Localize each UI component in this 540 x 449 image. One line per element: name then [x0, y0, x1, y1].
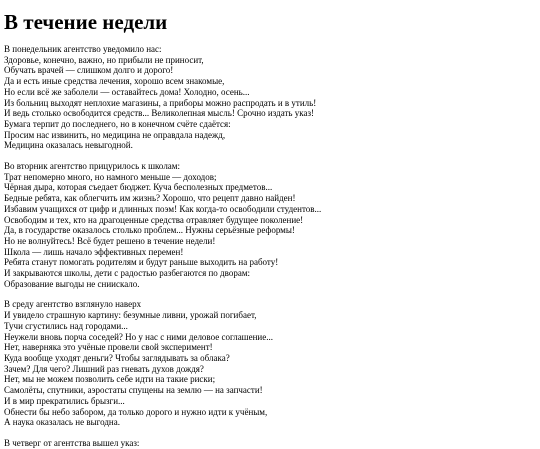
poem-line: А наука оказалась не выгодна.	[4, 417, 120, 428]
poem-line: Тучи сгустились над городами...	[4, 320, 128, 331]
poem-line: Но если всё же заболели — оставайтесь дома! Холодно, осень...	[4, 86, 250, 97]
stanza-1	[4, 44, 540, 151]
poem-line: Нет, наверняка это учёные провели свой эксперимент!	[4, 342, 213, 353]
poem-line: И в мир прекратились брызги...	[4, 395, 125, 406]
poem-line: И ведь столько освободится средств... Великолепная мысль! Срочно издать указ!	[4, 108, 315, 119]
poem-line: Да, в государстве оказалось столько проблем... Нужны серьёзные реформы!	[4, 225, 295, 236]
poem-line: Образование выгоды не сниискало.	[4, 278, 140, 289]
poem-line: Из больниц выходят неплохие магазины, а приборы можно распродать и в утиль!	[4, 97, 317, 108]
poem-line: Бедные ребята, как облегчить им жизнь? Хорошо, что рецепт давно найден!	[4, 193, 296, 204]
poem-line: Самолёты, спутники, аэростаты спущены на землю — на запчасти!	[4, 385, 263, 396]
poem-line: Обнести бы небо забором, да только дорого и нужно идти к учёным,	[4, 406, 268, 417]
poem-line: Да и есть иные средства лечения, хорошо всем знакомые,	[4, 76, 225, 87]
stanza-4	[4, 438, 540, 449]
poem-line: И увидело страшную картину: безумные ливни, урожай погибает,	[4, 310, 257, 321]
poem-line: Школа — лишь начало эффективных перемен!	[4, 246, 184, 257]
document-page	[0, 10, 540, 448]
poem-line: Освободим и тех, кто на драгоценные средства отравляет будущее поколение!	[4, 214, 304, 225]
stanza-2	[4, 161, 540, 289]
poem-line: Бумага терпит до последнего, но в конечном счёте сдаётся:	[4, 118, 231, 129]
poem-line: Но не волнуйтесь! Всё будет решено в течение недели!	[4, 235, 216, 246]
poem-line: Избавим учащихся от цифр и длинных поэм! Как когда-то освободили студентов...	[4, 203, 322, 214]
poem-line: В среду агентство взглянуло наверх	[4, 299, 142, 310]
poem-line: Неужели вновь порча соседей? Но у нас с ними деловое соглашение...	[4, 331, 273, 342]
poem-line: Обучать врачей — слишком долго и дорого!	[4, 65, 174, 76]
poem-line: В понедельник агентство уведомило нас:	[4, 44, 162, 54]
poem-line: Медицина оказалась невыгодной.	[4, 140, 133, 151]
poem-line: Нет, мы не можем позволить себе идти на такие риски;	[4, 374, 216, 385]
poem-line: Трат непомерно много, но намного меньше — доходов;	[4, 171, 217, 182]
poem-line: Зачем? Для чего? Лишний раз гневать духов дождя?	[4, 363, 204, 374]
poem-line: Здоровье, конечно, важно, но прибыли не приносит,	[4, 54, 204, 65]
poem-line: Чёрная дыра, которая съедает бюджет. Куча бесполезных предметов...	[4, 182, 273, 193]
poem-body	[4, 44, 540, 449]
poem-line: Ребята станут помогать родителям и будут раньше выходить на работу!	[4, 257, 279, 268]
stanza-3	[4, 299, 540, 427]
poem-line: Куда вообще уходят деньги? Чтобы заглядывать за облака?	[4, 352, 230, 363]
page-title: В течение недели	[4, 10, 168, 34]
poem-line: В четверг от агентства вышел указ:	[4, 437, 140, 448]
poem-line: И закрываются школы, дети с радостью разбегаются по дворам:	[4, 268, 251, 279]
poem-line: Во вторник агентство прицурилось к школам:	[4, 161, 180, 172]
poem-line: Просим нас извинить, но медицина не оправдала надежд,	[4, 129, 226, 140]
